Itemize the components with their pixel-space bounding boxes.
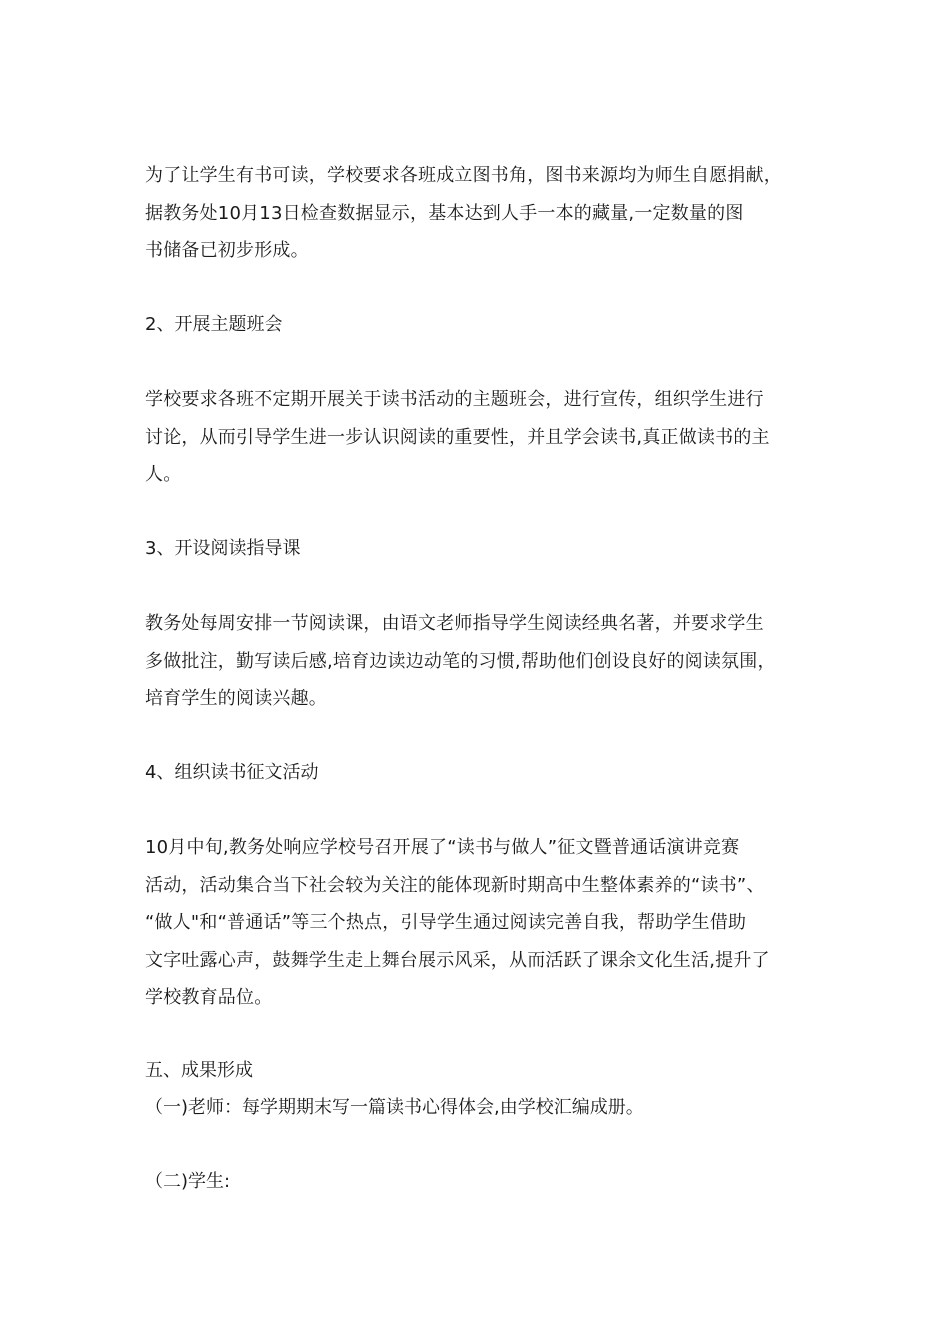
section-heading-essay-activity: 4、组织读书征文活动 [145, 762, 319, 783]
paragraph-class-meeting [145, 381, 815, 494]
text-line: 培育学生的阅读兴趣。 [145, 688, 327, 709]
paragraph-reading-class [145, 605, 815, 718]
text-line: 为了让学生有书可读，学校要求各班成立图书角，图书来源均为师生自愿捐献， [145, 165, 782, 186]
text-line: 教务处每周安排一节阅读课，由语文老师指导学生阅读经典名著，并要求学生 [145, 613, 764, 634]
text-line: “做人"和“普通话”等三个热点，引导学生通过阅读完善自我，帮助学生借助 [145, 912, 747, 933]
section-heading-class-meeting: 2、开展主题班会 [145, 314, 283, 335]
text-line: 书储备已初步形成。 [145, 240, 309, 261]
text-line: 活动，活动集合当下社会较为关注的能体现新时期高中生整体素养的“读书”、 [145, 874, 765, 896]
text-line: 讨论，从而引导学生进一步认识阅读的重要性，并且学会读书,真正做读书的主 [145, 426, 770, 448]
text-line: 多做批注，勤写读后感,培育边读边动笔的习惯,帮助他们创设良好的阅读氛围， [145, 650, 776, 672]
paragraph-library-corner [145, 157, 815, 270]
text-line: 人。 [145, 464, 182, 485]
subsection-students: （二)学生: [145, 1171, 231, 1192]
subsection-teachers: （一)老师：每学期期末写一篇读书心得体会,由学校汇编成册。 [145, 1097, 644, 1118]
text-line: 据教务处10月13日检查数据显示，基本达到人手一本的藏量,一定数量的图 [145, 202, 744, 224]
paragraph-essay-activity [145, 829, 815, 1017]
section-heading-reading-class: 3、开设阅读指导课 [145, 538, 301, 559]
text-line: 学校教育品位。 [145, 987, 273, 1008]
text-line: 文字吐露心声，鼓舞学生走上舞台展示风采，从而活跃了课余文化生活,提升了 [145, 949, 770, 971]
text-line: 10月中旬,教务处响应学校号召开展了“读书与做人”征文暨普通话演讲竞赛 [145, 837, 740, 858]
section-heading-results: 五、成果形成 [145, 1060, 253, 1081]
text-line: 学校要求各班不定期开展关于读书活动的主题班会，进行宣传，组织学生进行 [145, 389, 764, 410]
